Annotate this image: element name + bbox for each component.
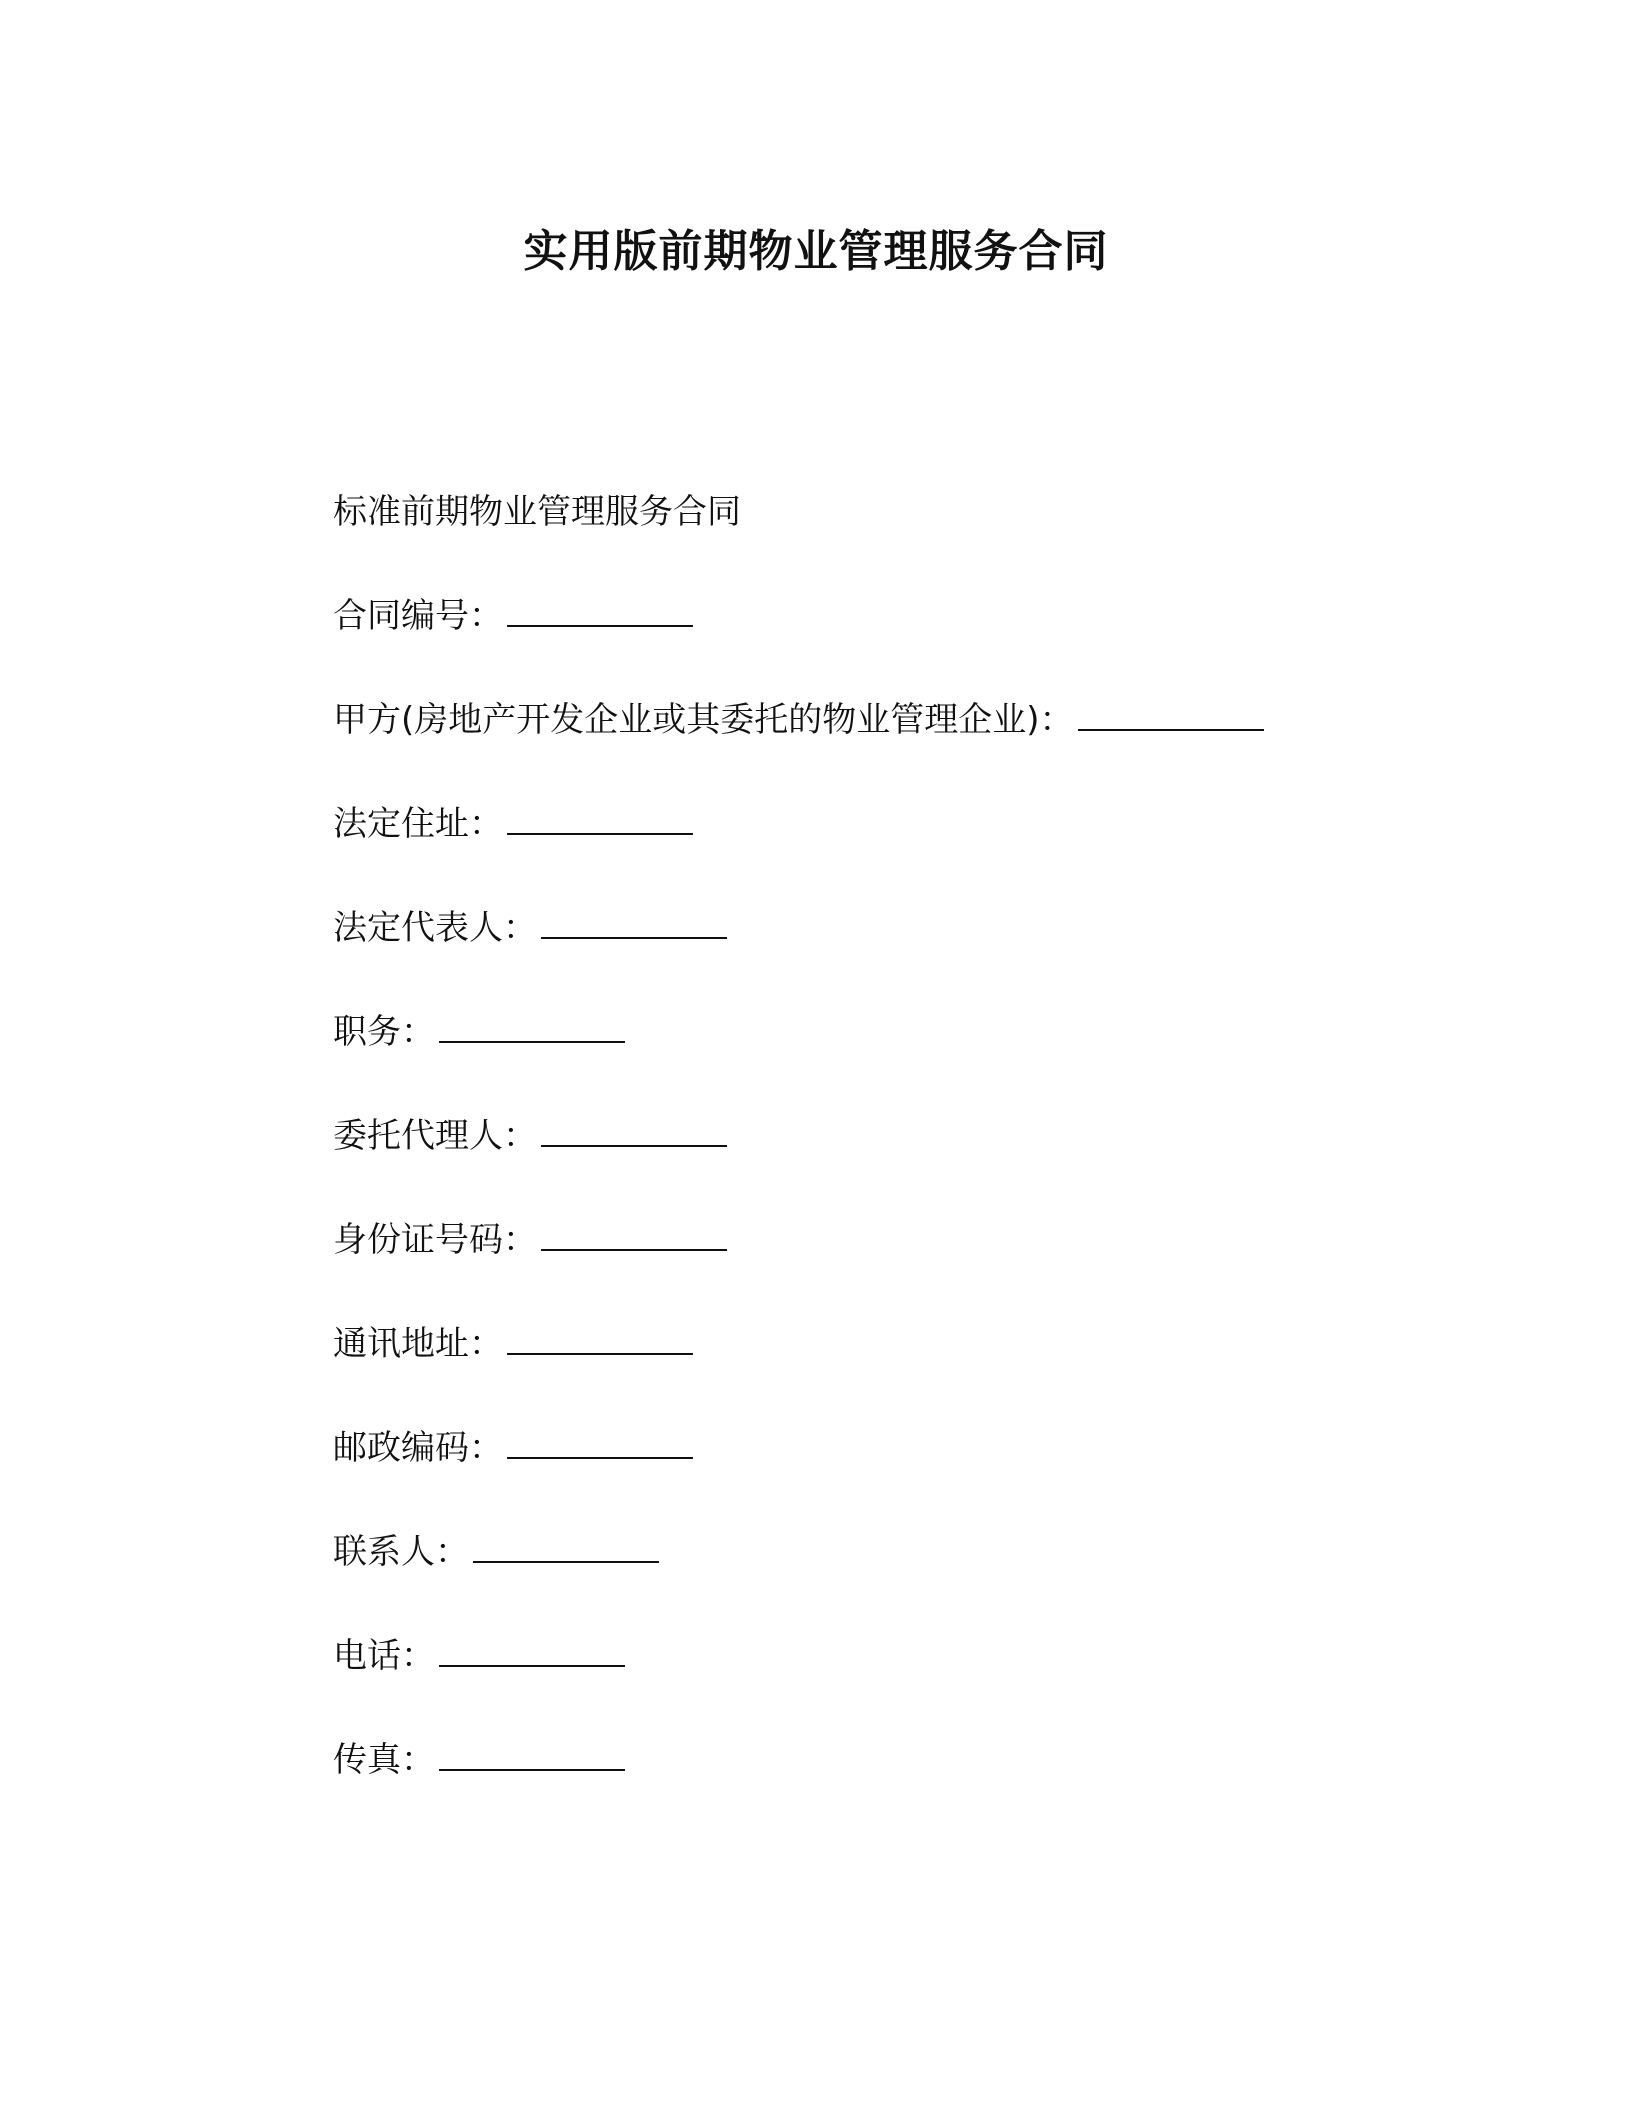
field-party-a — [333, 698, 1433, 742]
field-label: 身份证号码： — [333, 1220, 537, 1260]
blank-line — [541, 1223, 727, 1251]
blank-line — [439, 1015, 625, 1043]
field-legal-representative — [333, 906, 1433, 950]
field-label: 电话： — [333, 1636, 435, 1676]
field-contract-number — [333, 594, 1433, 638]
field-fax — [333, 1738, 1433, 1782]
field-label: 委托代理人： — [333, 1116, 537, 1156]
document-title: 实用版前期物业管理服务合同 — [523, 226, 1109, 277]
blank-line — [507, 807, 693, 835]
field-label: 甲方(房地产开发企业或其委托的物业管理企业)： — [333, 700, 1074, 740]
contract-subtitle: 标准前期物业管理服务合同 — [333, 492, 741, 532]
field-label: 邮政编码： — [333, 1428, 503, 1468]
field-label: 联系人： — [333, 1532, 469, 1572]
blank-line — [507, 599, 693, 627]
field-label: 传真： — [333, 1740, 435, 1780]
blank-line — [541, 1119, 727, 1147]
blank-line — [439, 1743, 625, 1771]
field-postal-code — [333, 1426, 1433, 1470]
field-label: 通讯地址： — [333, 1324, 503, 1364]
field-legal-address — [333, 802, 1433, 846]
blank-line — [541, 911, 727, 939]
field-label: 合同编号： — [333, 596, 503, 636]
blank-line — [507, 1431, 693, 1459]
blank-line — [439, 1639, 625, 1667]
field-contact-person — [333, 1530, 1433, 1574]
blank-line — [507, 1327, 693, 1355]
field-label: 法定代表人： — [333, 908, 537, 948]
blank-line — [1078, 703, 1264, 731]
field-position — [333, 1010, 1433, 1054]
field-id-number — [333, 1218, 1433, 1262]
field-label: 法定住址： — [333, 804, 503, 844]
field-mailing-address — [333, 1322, 1433, 1366]
field-label: 职务： — [333, 1012, 435, 1052]
field-phone — [333, 1634, 1433, 1678]
field-authorized-agent — [333, 1114, 1433, 1158]
document-body — [333, 490, 1433, 1842]
blank-line — [473, 1535, 659, 1563]
